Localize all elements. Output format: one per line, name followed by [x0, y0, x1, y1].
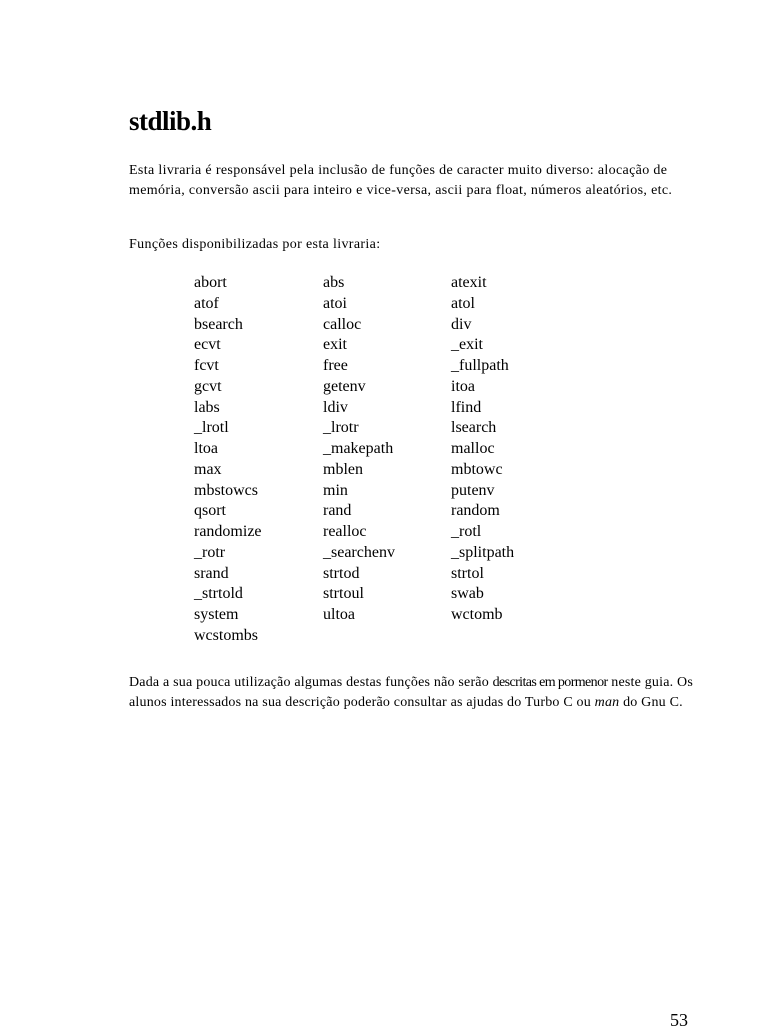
function-name: strtod	[323, 564, 360, 582]
function-name: wcstombs	[194, 626, 258, 644]
function-name: _rotl	[451, 523, 482, 540]
function-name: lfind	[451, 398, 482, 416]
function-name: div	[451, 315, 472, 333]
closing-text-4: do Gnu C.	[619, 694, 683, 710]
function-name: system	[194, 606, 239, 623]
function-row	[194, 439, 561, 460]
function-name: ultoa	[323, 606, 355, 623]
closing-paragraph	[129, 673, 695, 712]
function-name: lsearch	[451, 419, 497, 437]
function-row	[194, 564, 561, 585]
function-name: atexit	[451, 274, 487, 291]
function-row	[194, 501, 561, 522]
function-name: atoi	[323, 294, 347, 312]
function-name: _lrotr	[323, 419, 359, 437]
function-name: ldiv	[323, 398, 348, 416]
function-name: free	[323, 357, 348, 374]
function-row	[194, 584, 561, 605]
function-name: realloc	[323, 523, 367, 540]
function-name: rand	[323, 502, 352, 520]
function-name: _lrotl	[194, 419, 229, 437]
function-row	[194, 605, 561, 626]
function-name: malloc	[451, 440, 495, 457]
man-term: man	[594, 694, 620, 710]
function-name: gcvt	[194, 377, 222, 395]
function-name: _searchenv	[323, 543, 395, 561]
functions-table	[194, 273, 561, 647]
page-number: 53	[670, 1010, 688, 1030]
function-name: abort	[194, 274, 227, 291]
functions-table-body	[194, 273, 561, 647]
function-row	[194, 481, 561, 502]
function-row	[194, 626, 561, 647]
function-row	[194, 315, 561, 336]
page-title: stdlib.h	[129, 106, 212, 136]
intro-paragraph: Esta livraria é responsável pela inclusão de funções de caracter muito diverso: alocação de memória, conversão ascii para inteiro e vice-versa, ascii para float, números aleatórios, etc.	[129, 163, 673, 198]
function-row	[194, 543, 561, 564]
function-name: mbstowcs	[194, 481, 258, 499]
function-name: bsearch	[194, 315, 243, 333]
function-name: randomize	[194, 523, 262, 540]
function-name: strtoul	[323, 585, 364, 603]
function-name: atof	[194, 294, 219, 312]
function-row	[194, 377, 561, 398]
function-name: labs	[194, 398, 220, 416]
function-name: mblen	[323, 460, 363, 478]
function-row	[194, 418, 561, 439]
function-name: mbtowc	[451, 460, 503, 478]
function-name	[451, 626, 561, 647]
function-name: fcvt	[194, 357, 219, 374]
function-name: _splitpath	[451, 543, 515, 561]
function-name: qsort	[194, 502, 226, 520]
function-name: min	[323, 481, 348, 499]
function-name: wctomb	[451, 606, 503, 623]
function-name: strtol	[451, 564, 484, 582]
functions-label: Funções disponibilizadas por esta livraria:	[129, 237, 381, 252]
function-row	[194, 335, 561, 356]
function-name: max	[194, 460, 222, 478]
function-name: swab	[451, 585, 484, 603]
function-name: getenv	[323, 377, 366, 395]
function-name: putenv	[451, 481, 495, 499]
function-name: calloc	[323, 315, 362, 333]
function-name: ecvt	[194, 336, 221, 354]
function-name	[323, 626, 451, 647]
function-row	[194, 356, 561, 377]
function-name: abs	[323, 274, 345, 291]
closing-text-2: descritas em pormenor	[492, 675, 608, 690]
closing-text-1: Dada a sua pouca utilização algumas destas funções não serão	[129, 675, 493, 690]
function-name: _makepath	[323, 440, 394, 457]
function-name: _strtold	[194, 585, 243, 603]
function-name: itoa	[451, 377, 475, 395]
function-row	[194, 294, 561, 315]
function-name: _exit	[451, 336, 483, 354]
function-name: _rotr	[194, 543, 226, 561]
closing-text-3: neste guia. Os alunos interessados na sua descrição poderão consultar as ajudas do Turbo C ou	[129, 675, 693, 710]
function-name: srand	[194, 564, 229, 582]
function-name: atol	[451, 294, 475, 312]
function-row	[194, 398, 561, 419]
function-name: random	[451, 502, 500, 520]
function-name: exit	[323, 336, 347, 354]
function-row	[194, 460, 561, 481]
function-name: ltoa	[194, 440, 218, 457]
function-name: _fullpath	[451, 357, 509, 374]
function-row	[194, 273, 561, 294]
function-row	[194, 522, 561, 543]
